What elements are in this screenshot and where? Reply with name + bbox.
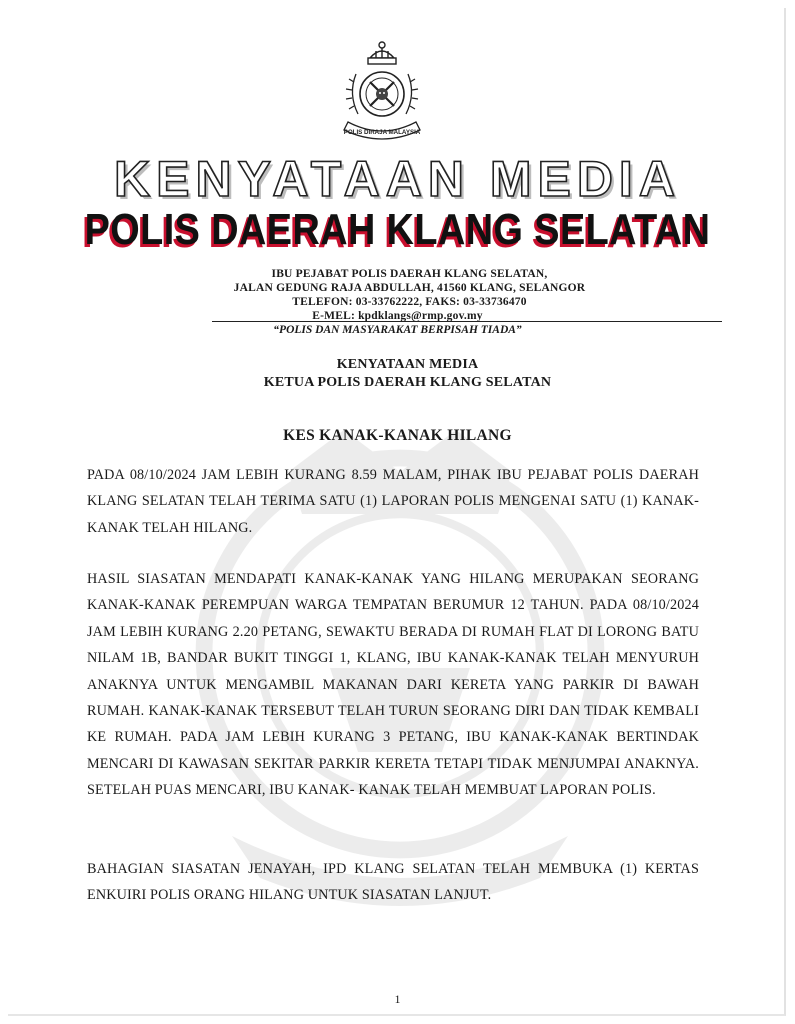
phone-fax-line: TELEFON: 03-33762222, FAKS: 03-33736470 <box>292 296 527 308</box>
logo-ribbon-text: POLIS DIRAJA MALAYSIA <box>343 129 421 136</box>
statement-heading: KENYATAAN MEDIA <box>336 357 479 372</box>
page-number: 1 <box>394 992 401 1006</box>
body-paragraph: PADA 08/10/2024 JAM LEBIH KURANG 8.59 MALAM, PIHAK IBU PEJABAT POLIS DAERAH KLANG SELATAN TELAH TERIMA SATU (1) LAPORAN POLIS MENGENAI SATU (1) KANAK-KANAK TELAH HILANG. <box>87 467 699 536</box>
statement-issuer: KETUA POLIS DAERAH KLANG SELATAN <box>263 375 552 390</box>
header-divider <box>212 321 722 322</box>
case-title: KES KANAK-KANAK HILANG <box>283 427 512 444</box>
address-line: IBU PEJABAT POLIS DAERAH KLANG SELATAN, <box>271 268 548 280</box>
police-crest-logo-icon <box>330 36 434 140</box>
district-title: POLIS DAERAH KLANG SELATAN <box>84 205 711 254</box>
motto: “POLIS DAN MASYARAKAT BERPISAH TIADA” <box>273 324 522 336</box>
address-line: JALAN GEDUNG RAJA ABDULLAH, 41560 KLANG, SELANGOR <box>233 282 586 294</box>
email-line: E-MEL: kpdklangs@rmp.gov.my <box>312 310 483 322</box>
main-title: KENYATAAN MEDIA <box>114 151 681 207</box>
body-paragraph: BAHAGIAN SIASATAN JENAYAH, IPD KLANG SELATAN TELAH MEMBUKA (1) KERTAS ENKUIRI POLIS ORANG HILANG UNTUK SIASATAN LANJUT. <box>87 861 699 904</box>
body-paragraph: HASIL SIASATAN MENDAPATI KANAK-KANAK YANG HILANG MERUPAKAN SEORANG KANAK-KANAK PEREMPUAN WARGA TEMPATAN BERUMUR 12 TAHUN. PADA 08/10/2024 JAM LEBIH KURANG 2.20 PETANG, SEWAKTU BERADA DI RUMAH FLAT DI LORONG BATU NILAM 1B, BANDAR BUKIT TINGGI 1, KLANG, IBU KANAK-KANAK TELAH MENYURUH ANAKNYA UNTUK MENGAMBIL MAKANAN DARI KERETA YANG PARKIR DI BAWAH RUMAH. KANAK-KANAK TERSEBUT TELAH TURUN SEORANG DIRI DAN TIDAK KEMBALI KE RUMAH. PADA JAM LEBIH KURANG 3 PETANG, IBU KANAK-KANAK BERTINDAK MENCARI DI KAWASAN SEKITAR PARKIR KERETA TETAPI TIDAK MENJUMPAI ANAKNYA. SETELAH PUAS MENCARI, IBU KANAK- KANAK TELAH MEMBUAT LAPORAN POLIS. <box>87 571 699 799</box>
